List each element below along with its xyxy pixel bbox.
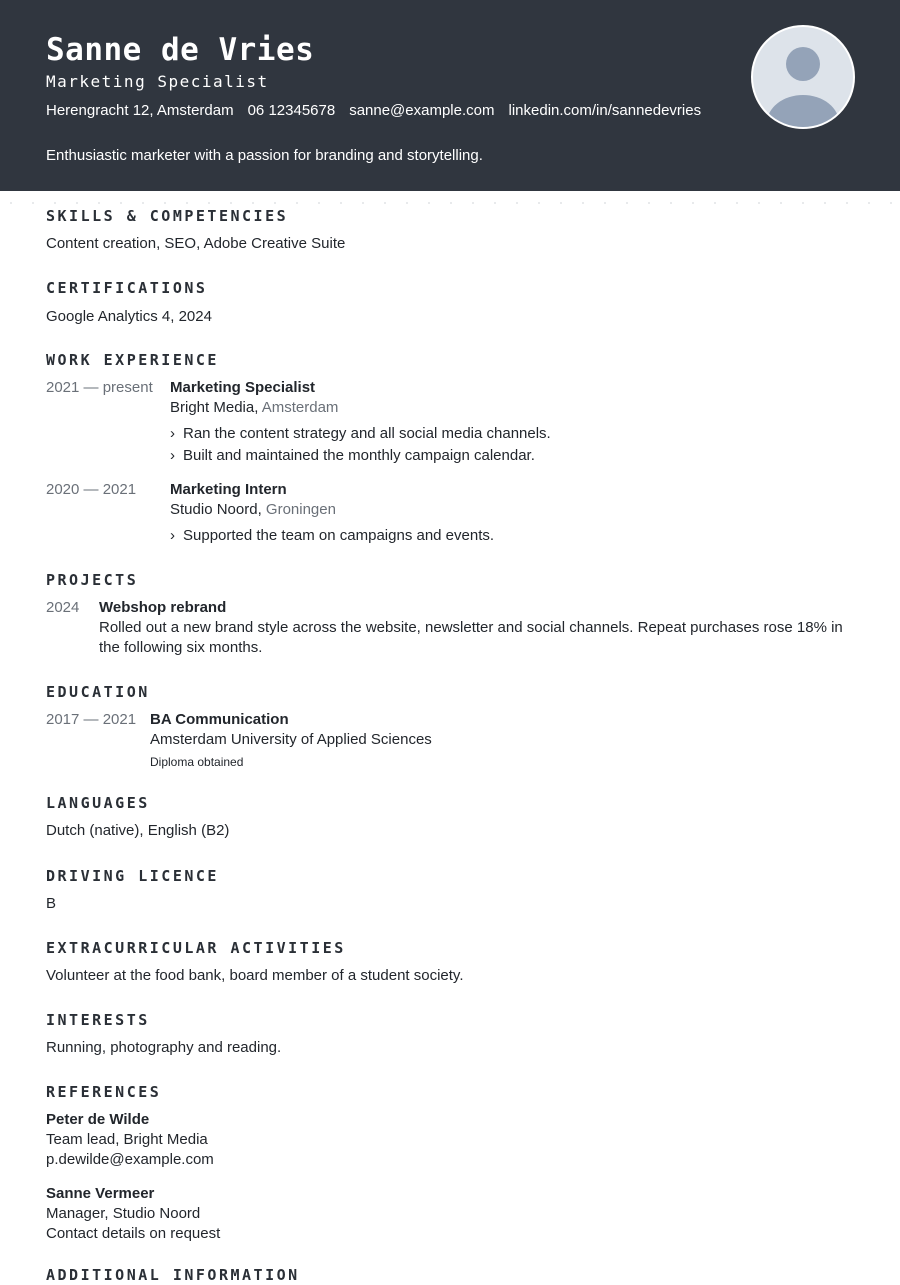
languages-text: Dutch (native), English (B2) [46, 822, 230, 839]
section-title-education: EDUCATION [46, 683, 150, 701]
section-title-references: REFERENCES [46, 1083, 162, 1101]
job-company: Bright Media [170, 399, 255, 416]
job-position: Marketing Specialist [170, 379, 316, 396]
job-period: 2021 — present [46, 379, 153, 396]
extracurricular-text: Volunteer at the food bank, board member of a student society. [46, 967, 464, 984]
reference-role: Team lead, Bright Media [46, 1131, 208, 1148]
certifications-text: Google Analytics 4, 2024 [46, 308, 212, 325]
reference-contact: p.dewilde@example.com [46, 1151, 214, 1168]
contact-line [46, 101, 701, 121]
contact-address: Herengracht 12, Amsterdam [46, 102, 234, 119]
resume-header [0, 0, 900, 191]
contact-linkedin: linkedin.com/in/sannedevries [508, 102, 702, 119]
education-degree: BA Communication [150, 711, 289, 728]
contact-email: sanne@example.com [349, 102, 495, 119]
section-title-work: WORK EXPERIENCE [46, 351, 219, 369]
job-location: Amsterdam [261, 399, 339, 416]
section-title-additional: ADDITIONAL INFORMATION [46, 1266, 300, 1284]
section-title-projects: PROJECTS [46, 571, 139, 589]
job-employer: Studio Noord, Groningen [170, 501, 336, 518]
project-name: Webshop rebrand [99, 599, 227, 616]
job-period: 2020 — 2021 [46, 481, 137, 498]
contact-phone: 06 12345678 [247, 102, 336, 119]
job-bullet: › Supported the team on campaigns and events. [170, 526, 494, 546]
project-description-line: Rolled out a new brand style across the website, newsletter and social channels. Repeat purchases rose 18% in [99, 619, 843, 636]
job-company: Studio Noord [170, 501, 258, 518]
skills-text: Content creation, SEO, Adobe Creative Suite [46, 235, 346, 252]
candidate-name: Sanne de Vries [46, 32, 315, 68]
section-title-certifications: CERTIFICATIONS [46, 279, 208, 297]
job-bullet: › Built and maintained the monthly campaign calendar. [170, 446, 535, 466]
profile-summary: Enthusiastic marketer with a passion for branding and storytelling. [46, 147, 483, 164]
education-period: 2017 — 2021 [46, 711, 137, 728]
driving-licence-text: B [46, 895, 57, 912]
section-title-languages: LANGUAGES [46, 794, 150, 812]
reference-role: Manager, Studio Noord [46, 1205, 201, 1222]
education-school: Amsterdam University of Applied Sciences [150, 731, 432, 748]
reference-name: Peter de Wilde [46, 1111, 150, 1128]
section-title-interests: INTERESTS [46, 1011, 150, 1029]
avatar [751, 25, 855, 129]
reference-contact: Contact details on request [46, 1225, 221, 1242]
section-title-extracurricular: EXTRACURRICULAR ACTIVITIES [46, 939, 346, 957]
project-description-line: the following six months. [99, 639, 263, 656]
section-title-skills: SKILLS & COMPETENCIES [46, 207, 289, 225]
education-note: Diploma obtained [150, 755, 244, 769]
job-employer: Bright Media, Amsterdam [170, 399, 339, 416]
section-title-driving-licence: DRIVING LICENCE [46, 867, 219, 885]
job-position: Marketing Intern [170, 481, 287, 498]
project-year: 2024 [46, 599, 80, 616]
person-silhouette-icon [753, 27, 853, 127]
job-bullet: › Ran the content strategy and all social media channels. [170, 424, 551, 444]
section-divider [0, 202, 900, 204]
job-location: Groningen [265, 501, 336, 518]
interests-text: Running, photography and reading. [46, 1039, 282, 1056]
reference-name: Sanne Vermeer [46, 1185, 155, 1202]
candidate-role: Marketing Specialist [46, 72, 269, 91]
